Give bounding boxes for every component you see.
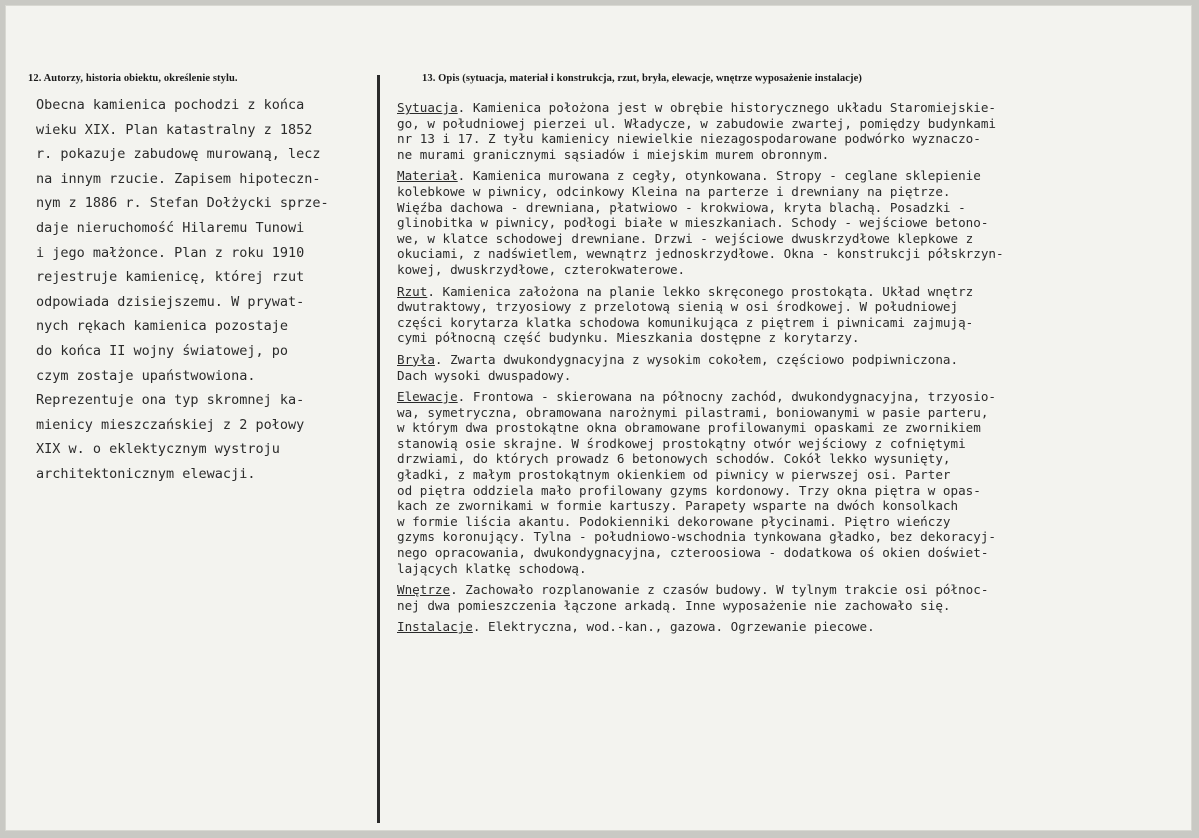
section-term: Elewacje — [397, 389, 458, 405]
line-text: w którym dwa prostokątne okna obramowane profilowanymi opaskami ze zwornikiem — [397, 420, 981, 436]
line-text: stanowią osie skrajne. W środkowej prostokątny otwór wejściowy z cofniętymi — [397, 435, 966, 451]
description-line — [397, 330, 1197, 346]
line-text: . Kamienica murowana z cegły, otynkowana. Stropy - ceglane sklepienie — [457, 168, 981, 184]
description-line — [397, 389, 1197, 405]
line-text: gzyms koronujący. Tylna - południowo-wschodnia tynkowana gładko, bez dekoracyj- — [397, 529, 996, 545]
line-text: . Kamienica położona jest w obrębie historycznego układu Staromiejskie- — [457, 100, 996, 115]
line-text: kach ze zwornikami w formie kartuszy. Parapety wsparte na dwóch konsolkach — [397, 498, 959, 514]
description-line — [397, 100, 1197, 116]
description-line — [397, 352, 1197, 368]
line-text: gładki, z małym prostokątnym okienkiem od piwnicy w pierwszej osi. Parter — [397, 467, 951, 483]
history-line: rejestruje kamienicę, której rzut — [36, 269, 305, 286]
history-line: architektonicznym elewacji. — [36, 465, 256, 482]
description-section — [397, 389, 1197, 576]
history-text — [36, 93, 378, 487]
description-section — [397, 582, 1197, 613]
history-line: na innym rzucie. Zapisem hipoteczn- — [36, 170, 321, 187]
description-line — [397, 582, 1197, 598]
section-term: Sytuacja — [397, 100, 458, 115]
line-text: dwutraktowy, trzyosiowy z przelotową sienią w osi środkowej. W południowej — [397, 299, 959, 315]
description-line — [397, 405, 1197, 421]
line-text: lających klatkę schodową. — [397, 560, 587, 576]
description-section — [397, 352, 1197, 383]
description-text — [397, 100, 1197, 641]
description-line — [397, 131, 1197, 147]
line-text: . Zwarta dwukondygnacyjna z wysokim cokołem, częściowo podpiwniczona. — [434, 351, 959, 367]
history-line: wieku XIX. Plan katastralny z 1852 — [36, 121, 313, 138]
description-line — [397, 451, 1197, 467]
line-text: . Kamienica założona na planie lekko skręconego prostokąta. Układ wnętrz — [427, 283, 974, 299]
description-line — [397, 284, 1197, 300]
description-line — [397, 116, 1197, 132]
description-line — [397, 168, 1197, 184]
line-text: nego opracowania, dwukondygnacyjna, czteroosiowa - dodatkowa oś okien doświet- — [397, 545, 989, 561]
description-section — [397, 100, 1197, 162]
description-line — [397, 262, 1197, 278]
description-line — [397, 420, 1197, 436]
description-line — [397, 246, 1197, 262]
history-line: XIX w. o eklektycznym wystroju — [36, 441, 280, 458]
description-line — [397, 299, 1197, 315]
description-section — [397, 284, 1197, 346]
line-text: . Zachowało rozplanowanie z czasów budowy. W tylnym trakcie osi północ- — [450, 582, 989, 598]
description-section — [397, 619, 1197, 635]
section-term: Materiał — [397, 168, 458, 184]
line-text: części korytarza klatka schodowa komunikująca z piętrem i piwnicami zajmują- — [397, 314, 974, 330]
section-term: Wnętrze — [397, 582, 451, 598]
description-line — [397, 598, 1197, 614]
description-line — [397, 529, 1197, 545]
description-line — [397, 215, 1197, 231]
description-line — [397, 561, 1197, 577]
line-text: Dach wysoki dwuspadowy. — [397, 367, 572, 383]
description-line — [397, 514, 1197, 530]
history-line: Reprezentuje ona typ skromnej ka- — [36, 392, 305, 409]
line-text: Więźba dachowa - drewniana, płatwiowo - krokwiowa, kryta blachą. Posadzki - — [397, 199, 966, 215]
line-text: drzwiami, do których prowadz 6 betonowych schodów. Cokół lekko wysunięty, — [397, 451, 951, 467]
description-line — [397, 545, 1197, 561]
history-line: nym z 1886 r. Stefan Dołżycki sprze- — [36, 195, 329, 212]
line-text: od piętra oddziela mało profilowany gzyms kordonowy. Trzy okna piętra w opas- — [397, 482, 981, 498]
description-section — [397, 168, 1197, 277]
history-line: odpowiada dzisiejszemu. W prywat- — [36, 293, 305, 310]
line-text: cymi północną część budynku. Mieszkania dostępne z korytarzy. — [397, 330, 860, 346]
description-line — [397, 483, 1197, 499]
description-line — [397, 368, 1197, 384]
history-line: daje nieruchomość Hilaremu Tunowi — [36, 219, 305, 236]
line-text: . Frontowa - skierowana na północny zachód, dwukondygnacyjna, trzyosio- — [457, 389, 996, 405]
description-line — [397, 498, 1197, 514]
section-13-heading: 13. Opis (sytuacja, materiał i konstrukcja, rzut, bryła, elewacje, wnętrze wyposażenie instalacje) — [422, 73, 862, 84]
line-text: . Elektryczna, wod.-kan., gazowa. Ogrzewanie piecowe. — [472, 619, 875, 635]
history-line: czym zostaje upaństwowiona. — [36, 367, 256, 384]
description-line — [397, 200, 1197, 216]
history-line: nych rękach kamienica pozostaje — [36, 318, 288, 335]
history-line: do końca II wojny światowej, po — [36, 342, 288, 359]
line-text: nej dwa pomieszczenia łączone arkadą. Inne wyposażenie nie zachowało się. — [397, 597, 951, 613]
description-line — [397, 184, 1197, 200]
history-line: r. pokazuje zabudowę murowaną, lecz — [36, 146, 321, 163]
section-term: Bryła — [397, 351, 435, 367]
description-line — [397, 467, 1197, 483]
description-line — [397, 436, 1197, 452]
section-term: Instalacje — [397, 619, 473, 635]
line-text: ne murami granicznymi sąsiadów i miejskim murem obronnym. — [397, 146, 830, 162]
line-text: wa, symetryczna, obramowana narożnymi pilastrami, boniowanymi w pasie parteru, — [397, 404, 989, 420]
section-term: Rzut — [397, 283, 428, 299]
description-line — [397, 315, 1197, 331]
history-line: i jego małżonce. Plan z roku 1910 — [36, 244, 305, 261]
line-text: glinobitka w piwnicy, podłogi białe w mieszkaniach. Schody - wejściowe betono- — [397, 215, 989, 231]
line-text: nr 13 i 17. Z tyłu kamienicy niewielkie niezagospodarowane podwórko wyznaczo- — [397, 131, 981, 147]
line-text: okuciami, z nadświetlem, wewnątrz jednoskrzydłowe. Okna - konstrukcji półskrzyn- — [397, 246, 1004, 262]
history-line: Obecna kamienica pochodzi z końca — [36, 97, 305, 113]
line-text: we, w klatce schodowej drewniane. Drzwi - wejściowe dwuskrzydłowe klepkowe z — [397, 230, 974, 246]
description-line — [397, 619, 1197, 635]
line-text: kowej, dwuskrzydłowe, czterokwaterowe. — [397, 261, 686, 277]
description-line — [397, 231, 1197, 247]
line-text: kolebkowe w piwnicy, odcinkowy Kleina na parterze i drewniany na piętrze. — [397, 183, 951, 199]
history-line: mienicy mieszczańskiej z 2 połowy — [36, 416, 305, 433]
description-line — [397, 147, 1197, 163]
line-text: w formie liścia akantu. Podokienniki dekorowane płycinami. Piętro wieńczy — [397, 513, 951, 529]
section-12-heading: 12. Autorzy, historia obiektu, określenie stylu. — [28, 73, 238, 84]
catalog-card — [5, 5, 1192, 831]
line-text: go, w południowej pierzei ul. Władycze, w zabudowie zwartej, pomiędzy budynkami — [397, 115, 996, 131]
